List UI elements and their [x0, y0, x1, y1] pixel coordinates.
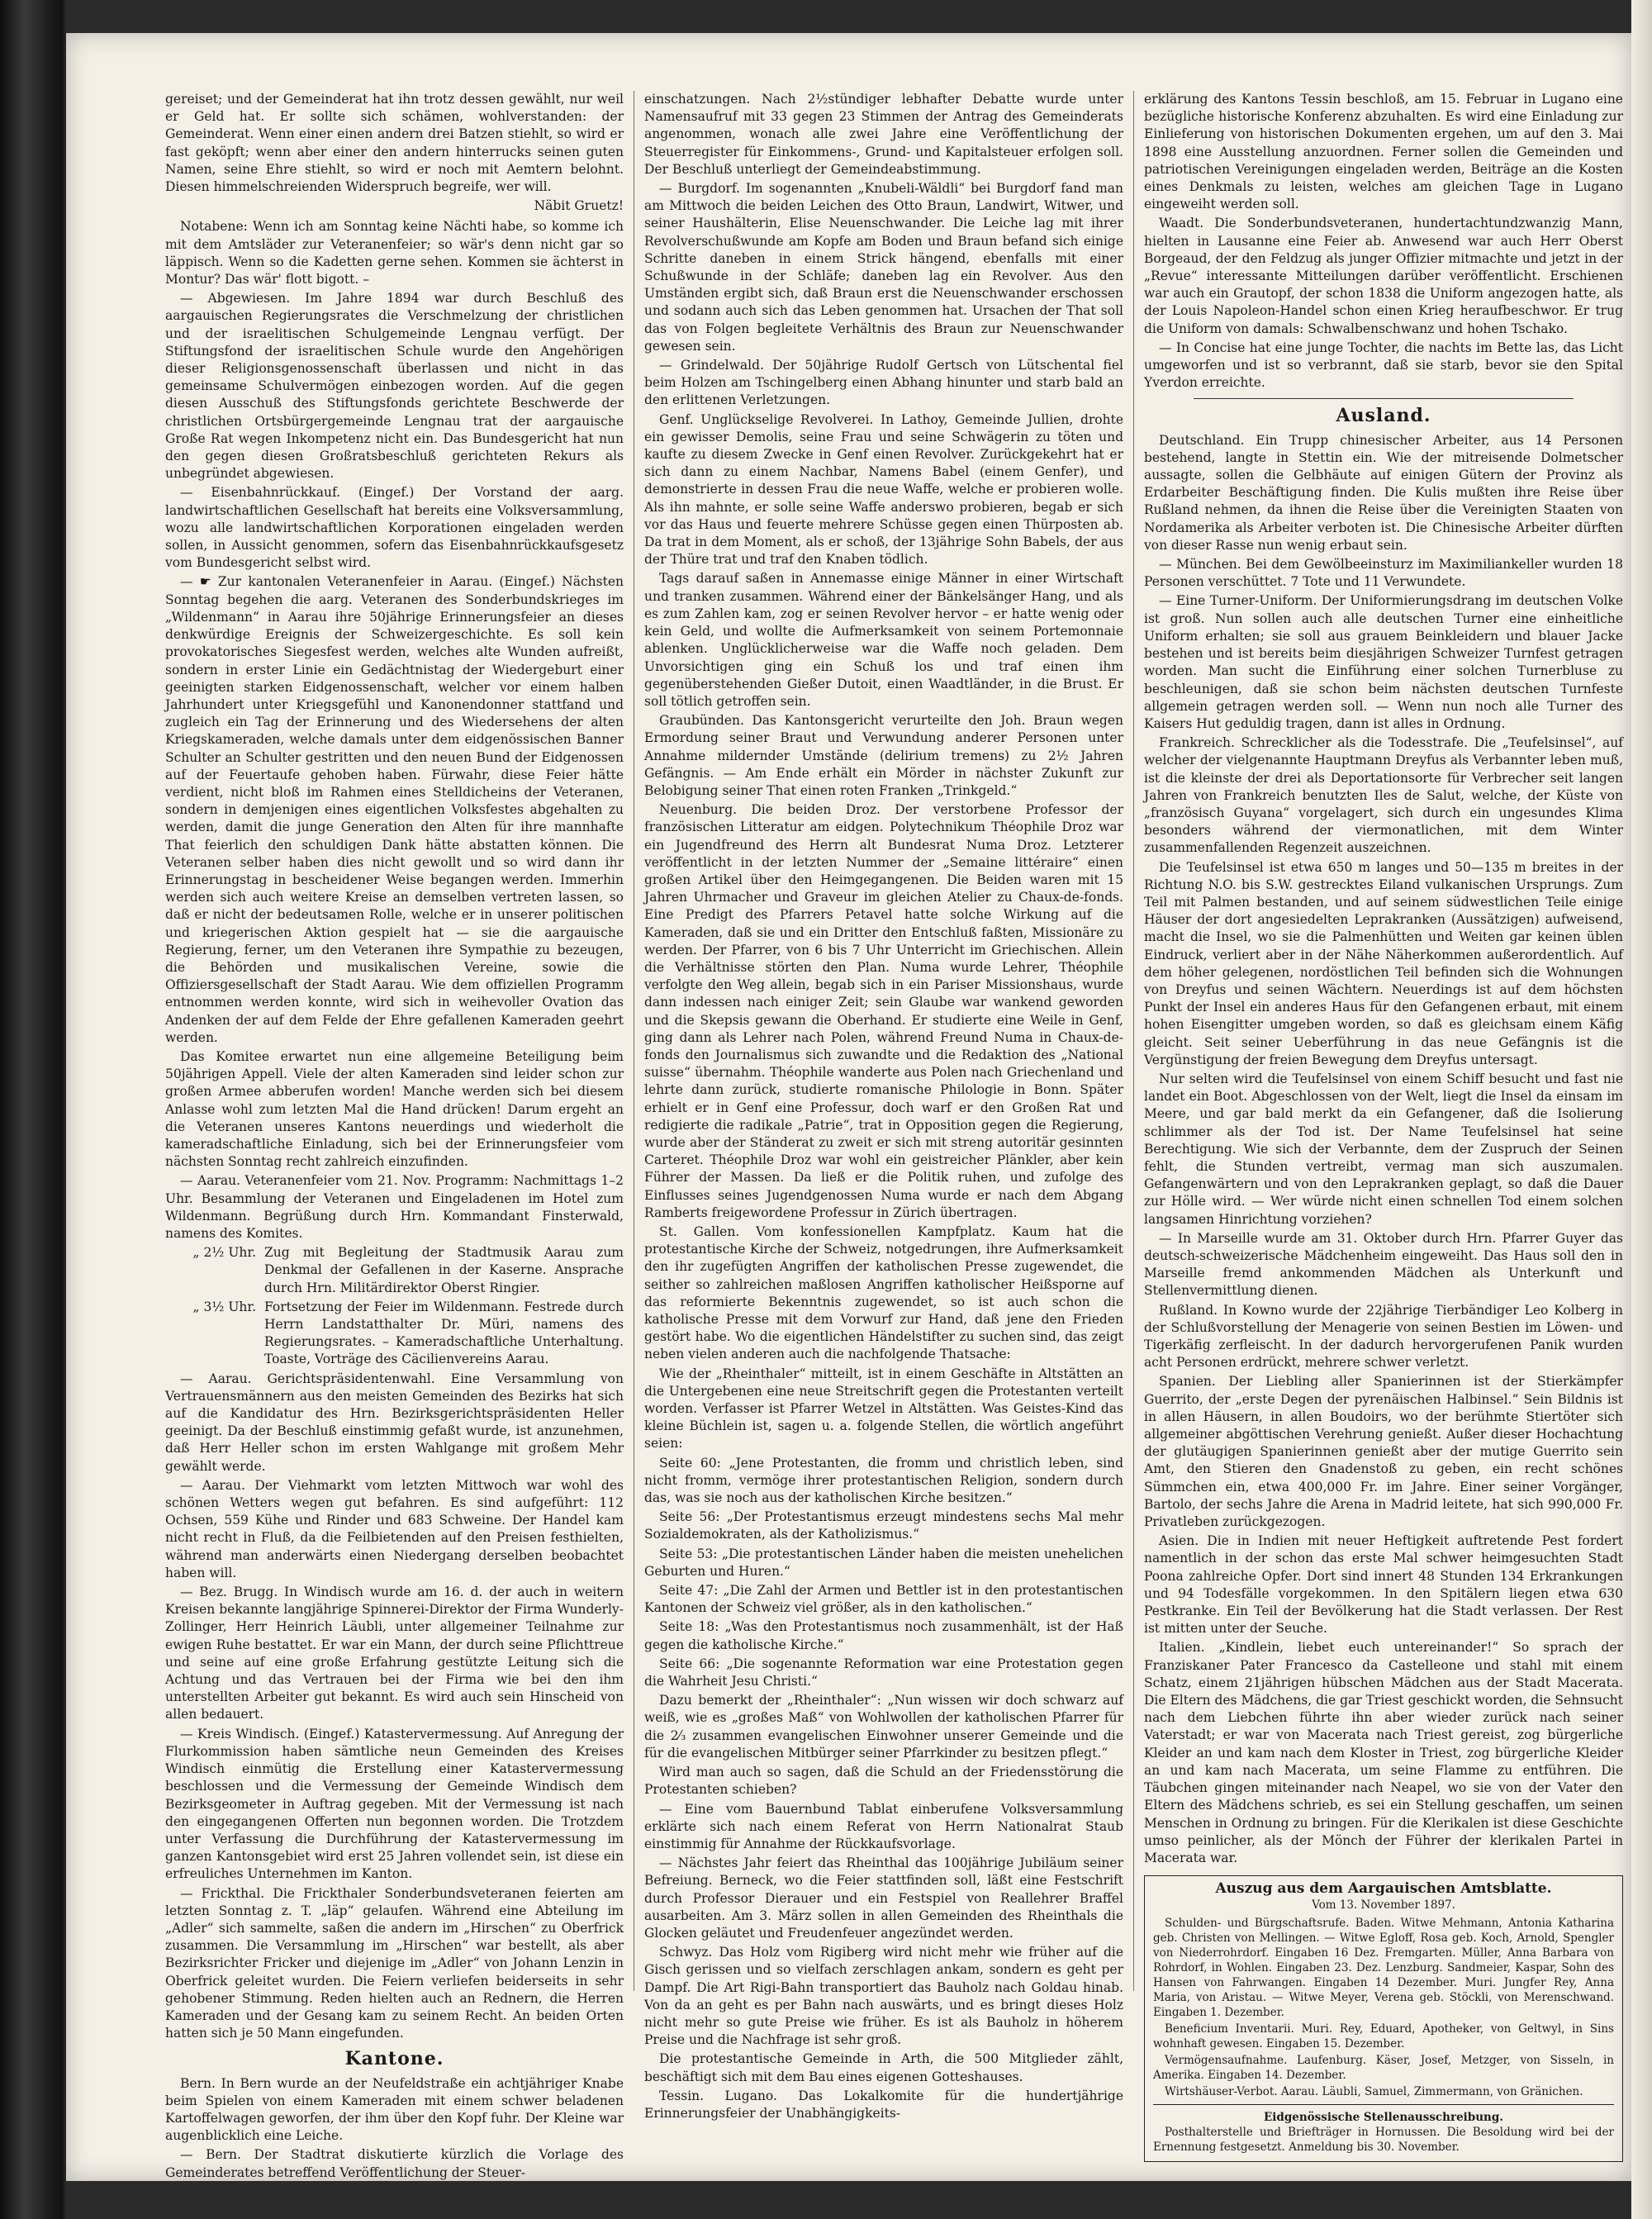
newspaper-sheet	[66, 33, 1631, 2181]
article-paragraph: — Burgdorf. Im sogenannten „Knubeli-Wäldli“ bei Burgdorf fand man am Mittwoch die beiden Leichen des Otto Braun, Landwirt, Witwer, und seiner Haushälterin, Elise Neuenschwander. Die Leiche lag mit ihrer Revolverschußwunde am Kopfe am Boden und Braun befand sich einige Schritte daneben in einem Strick hängend, ebenfalls mit einer Schußwunde in der Schläfe; daneben lag ein Revolver. Aus den Umständen ergibt sich, daß Braun erst die Neuenschwander erschossen und sodann auch sich das Leben genommen hat. Ursachen der That soll das von Folgen begleitete Verhältnis des Braun zur Neuenschwander gewesen sein.	[644, 181, 1123, 354]
article-paragraph: Tags darauf saßen in Annemasse einige Männer in einer Wirtschaft und tranken zusammen. Während einer der Bänkelsänger Hang, und als es zum Zahlen kam, zog er seinen Revolver hervor – er hatte wenig oder kein Geld, und wollte die Aufmerksamkeit von seinem Portemonnaie ablenken. Unglücklicherweise war die Waffe noch geladen. Dem Unvorsichtigen ging ein Schuß los und traf einen ihm gegenüberstehenden Gießer Dutoit, einen Waadtländer, in die Brust. Er soll tötlich getroffen sein.	[644, 571, 1123, 709]
article-paragraph: Die protestantische Gemeinde in Arth, die 500 Mitglieder zählt, beschäftigt sich mit dem Bau eines eigenen Gotteshauses.	[644, 2051, 1123, 2084]
article-paragraph: erklärung des Kantons Tessin beschloß, am 15. Februar in Lugano eine bezügliche historische Konferenz abzuhalten. Es wird eine Einladung zur Einlieferung von historischen Dokumenten ergehen, um auf den 3. Mai 1898 eine Ausstellung anzuordnen. Ferner sollen die Gemeinden und patriotischen Vereinigungen eingeladen werden, Beiträge an die Kosten eines Denkmals zu leisten, welches am gleichen Tage in Lugano eingeweiht werden soll.	[1144, 92, 1623, 212]
article-paragraph: St. Gallen. Vom konfessionellen Kampfplatz. Kaum hat die protestantische Kirche der Schweiz, notgedrungen, ihre Aufmerksamkeit den ihr zugefügten Angriffen der katholischen Presse zugewendet, die seither so zahlreichen maßlosen Angriffen katholischer Heißsporne auf das reformierte Bekenntnis zugewendet, so ist auch schon die katholische Presse mit dem Vorwurf zur Hand, daß jene den Frieden gestört habe. Wo die eigentlichen Händelstifter zu suchen sind, das zeigt neben vielen anderen auch die nachfolgende Thatsache:	[644, 1224, 1123, 1362]
article-paragraph: Waadt. Die Sonderbundsveteranen, hundertachtundzwanzig Mann, hielten in Lausanne eine Feier ab. Anwesend war auch Herr Oberst Borgeaud, der den Feldzug als junger Offizier mitmachte und jetzt in der „Revue“ interessante Mitteilungen darüber veröffentlicht. Erschienen war auch ein Grautopf, der schon 1838 die Uniform angezogen hatte, als der Louis Napoleon-Handel schon einen Krieg heraufbeschwor. Er trug die Uniform von damals: Schwalbenschwanz und hohen Tschako.	[1144, 216, 1623, 336]
article-paragraph: Dazu bemerkt der „Rheinthaler“: „Nun wissen wir doch schwarz auf weiß, wie es „großes Maß“ von Wohlwollen der katholischen Pfarrer für die 2⁄₃ zusammen evangelischen Einwohner unserer Gemeinde und die für die evangelischen Mitbürger seiner Pfarrkinder zu besitzen pflegt.“	[644, 1693, 1123, 1760]
article-paragraph: — Frickthal. Die Frickthaler Sonderbundsveteranen feierten am letzten Sonntag z. T. „läp“ gelaufen. Während eine Abteilung im „Adler“ sich sammelte, saßen die andern im „Hirschen“ zu Oberfrick zusammen. Die Versammlung im „Hirschen“ war bestellt, als aber Bezirksrichter Fricker und diejenige im „Adler“ von Johann Lenzin in Oberfrick geleitet wurden. Die Feiern verliefen beiderseits in sehr gehobener Stimmung. Reden hielten auch an Rednern, die Herren Kameraden und der Gesang kam zu seinem Recht. An beiden Orten hatten sich je 50 Mann eingefunden.	[165, 1885, 624, 2041]
program-entry	[165, 1299, 624, 1369]
article-paragraph: Seite 66: „Die sogenannte Reformation war eine Protestation gegen die Wahrheit Jesu Christi.“	[644, 1656, 1123, 1689]
article-paragraph: Seite 47: „Die Zahl der Armen und Bettler ist in den protestantischen Kantonen der Schweiz viel größer, als in den katholischen.“	[644, 1583, 1123, 1616]
amtsblatt-divider	[1153, 2104, 1614, 2105]
amtsblatt-subheading: Eidgenössische Stellenausschreibung.	[1263, 2111, 1504, 2125]
section-heading: Kantone.	[344, 2048, 444, 2070]
article-paragraph: — Eine Turner-Uniform. Der Uniformierungsdrang im deutschen Volke ist groß. Nun sollen auch alle deutschen Turner eine einheitliche Uniform erhalten; sie soll aus grauem Beinkleidern und blauer Jacke bestehen und ist bereits beim diesjährigen Schweizer Turnfest getragen worden. Man sucht die Einführung einer solchen Turnerbluse zu beschleunigen, daß sie schon beim nächsten deutschen Turnfeste allgemein getragen werden soll. — Wenn nun noch alle Turner des Kaisers Hut geduldig tragen, dann ist alles in Ordnung.	[1144, 593, 1623, 731]
article-paragraph: — Abgewiesen. Im Jahre 1894 war durch Beschluß des aargauischen Regierungsrates die Verschmelzung der christlichen und der israelitischen Schulgemeinde Lengnau verfügt. Der Stiftungsfond der israelitischen Schule wurde den Angehörigen dieser Religionsgenossenschaft überlassen und nicht in das gemeinsame Schulvermögen einbezogen worden. Auf die gegen diesen Ausschuß des Stiftungsfonds gerichtete Beschwerde der christlichen Ortsbürgergemeinde Lengnau trat der aargauische Große Rat wegen Inkompetenz nicht ein. Das Bundesgericht hat nun den gegen diesen Großratsbeschluß gerichteten Rekurs als unbegründet abgewiesen.	[165, 291, 624, 482]
article-paragraph: Graubünden. Das Kantonsgericht verurteilte den Joh. Braun wegen Ermordung seiner Braut und Verwundung anderer Personen unter Annahme mildernder Umstände (delirium tremens) zu 2½ Jahren Gefängnis. — Am Ende erhält ein Mörder in nächster Zukunft zur Belobigung seiner That einen roten Franken „Trinkgeld.“	[644, 713, 1123, 798]
program-time: „ 2½ Uhr.	[192, 1245, 256, 1261]
article-paragraph: — Aarau. Gerichtspräsidentenwahl. Eine Versammlung von Vertrauensmännern aus den meisten Gemeinden des Bezirks hat sich auf die Kandidatur des Hrn. Bezirksgerichtspräsidenten Heller geeinigt. Da der Beschluß einstimmig gefaßt wurde, ist anzunehmen, daß Herr Heller schon im ersten Wahlgange mit großem Mehr gewählt werde.	[165, 1371, 624, 1474]
column-middle	[644, 91, 1123, 2121]
article-paragraph: einschatzungen. Nach 2½stündiger lebhafter Debatte wurde unter Namensaufruf mit 33 gegen 23 Stimmen der Antrag des Gemeinderats angenommen, wonach alle zwei Jahre eine Veröffentlichung der Steuerregister für Einkommens-, Grund- und Kapitalsteuer erfolgen soll. Der Beschluß unterliegt der Gemeindeabstimmung.	[644, 92, 1123, 177]
article-paragraph: Tessin. Lugano. Das Lokalkomite für die hundertjährige Erinnerungsfeier der Unabhängigkeits-	[644, 2088, 1123, 2121]
article-paragraph: Neuenburg. Die beiden Droz. Der verstorbene Professor der französischen Litteratur am eidgen. Polytechnikum Théophile Droz war ein Jugendfreund des Herrn alt Bundesrat Numa Droz. Letzterer veröffentlicht in der letzten Nummer der „Semaine littéraire“ einen großen Artikel über den Heimgegangenen. Die Beiden waren mit 15 Jahren Uhrmacher und Graveur im gleichen Atelier zu Chaux-de-fonds. Eine Predigt des Pfarrers Petavel hatte solche Wirkung auf die Kameraden, daß sie und ein Dritter den Entschluß faßten, Missionäre zu werden. Der Pfarrer, von 6 bis 7 Uhr Unterricht im Griechischen. Allein die Verhältnisse störten den Plan. Numa wurde Lehrer, Théophile verfolgte den Weg allein, begab sich in ein Pariser Missionshaus, wurde dann indessen nach einiger Zeit; sein Glaube war wankend geworden und die Skepsis gewann die Oberhand. Er studierte eine Weile in Genf, ging dann als Lehrer nach Polen, während Freund Numa in Chaux-de-fonds den Journalismus sich zuwandte und die Redaktion des „National suisse“ übernahm. Théophile wanderte aus Polen nach Griechenland und lehrte dann zurück, studierte romanische Philologie in Bonn. Später erhielt er in Genf eine Professur, doch warf er den Großen Rat und redigierte die radikale „Patrie“, trat in Opposition gegen die Regierung, wurde aber der Ständerat zu zweit er sich mit streng autoritär gesinnten Carteret. Théophile Droz war wohl ein geistreicher Plänkler, aber kein Führer der Massen. Da ließ er die Politik ruhen, und zufolge des Einflusses seines Jugendgenossen Numa wurde er nach dem Abgang Ramberts freigewordene Professur in Zürich übertragen.	[644, 802, 1123, 1220]
article-paragraph: Asien. Die in Indien mit neuer Heftigkeit auftretende Pest fordert namentlich in der schon das erste Mal schwer heimgesuchten Stadt Poona zahlreiche Opfer. Dort sind innert 48 Stunden 134 Erkrankungen und 94 Todesfälle vorgekommen. In den Spitälern liegen etwa 630 Pestkranke. Ein Teil der Bevölkerung hat die Stadt verlassen. Der Rest ist mitten unter der Seuche.	[1144, 1533, 1623, 1637]
section-rule	[1194, 398, 1574, 399]
article-paragraph: — München. Bei dem Gewölbeeinsturz im Maximiliankeller wurden 18 Personen verschüttet. 7 Tote und 11 Verwundete.	[1144, 557, 1623, 590]
article-paragraph: — In Concise hat eine junge Tochter, die nachts im Bette las, das Licht umgeworfen und ist so verbrannt, daß sie starb, bevor sie den Spital Yverdon erreichte.	[1144, 340, 1623, 391]
amtsblatt-entry: Wirtshäuser-Verbot. Aarau. Läubli, Samuel, Zimmermann, von Gränichen.	[1165, 2085, 1583, 2099]
section-heading: Ausland.	[1336, 405, 1431, 427]
article-paragraph: — Kreis Windisch. (Eingef.) Katastervermessung. Auf Anregung der Flurkommission haben sämtliche neun Gemeinden des Kreises Windisch einmütig die Erstellung einer Katastervermessung beschlossen und die Vermessung der Gemeinde Windisch dem Bezirksgeometer in Auftrag gegeben. Mit der Vermessung ist nach den eingegangenen Offerten nun begonnen worden. Die Trotzdem unter Verfassung die Durchführung der Katastervermessung im ganzen Kantonsgebiet wird erst 25 Jahren vollendet sein, ist diese ein erfreuliches Unternehmen im Kanton.	[165, 1726, 624, 1882]
signature: Näbit Gruetz!	[534, 198, 624, 214]
program-entry	[165, 1244, 624, 1297]
article-paragraph: Bern. In Bern wurde an der Neufeldstraße ein achtjähriger Knabe beim Spielen von einem Kameraden mit einem schwer beladenen Kartoffelwagen geworfen, der ihm über den Kopf fuhr. Der Kleine war augenblicklich eine Leiche.	[165, 2075, 624, 2144]
program-description: Zug mit Begleitung der Stadtmusik Aarau zum Denkmal der Gefallenen in der Kaserne. Ansprache durch Hrn. Militärdirektor Oberst Ringier.	[264, 1245, 624, 1295]
article-paragraph: — ☛ Zur kantonalen Veteranenfeier in Aarau. (Eingef.) Nächsten Sonntag begehen die aarg. Veteranen des Sonderbundskrieges im „Wildenmann“ in Aarau ihre 50jährige Erinnerungsfeier an dieses denkwürdige Ereignis der Schweizergeschichte. Es soll kein provokatorisches Siegesfest werden, welches alte Wunden aufreißt, sondern in erster Linie ein Gedächtnistag der Wiedergeburt einer geeinigten starken Eidgenossenschaft, welcher vor einem halben Jahrhundert unter Kriegsgefühl und Kanonendonner stattfand und zugleich ein Tag der Erinnerung und des Wiedersehens der alten Kriegskameraden, welche damals unter dem eidgenössischen Banner Schulter an Schulter gestritten und den neuen Bund der Eidgenossen auf der Feuertaufe gehoben haben. Fürwahr, diese Feier hätte verdient, nicht bloß im Rahmen eines Stelldicheins der Veteranen, sondern in demjenigen eines eigentlichen Volksfestes abgehalten zu werden, damit die junge Generation den Alten für ihre mannhafte That feierlich den schuldigen Dank hätte abstatten können. Die Veteranen selber haben dies nicht gewollt und so wird dann ihr Erinnerungstag in bescheidener Weise begangen werden. Immerhin werden sich auch weitere Kreise an demselben vertreten lassen, so daß er nicht der bedeutsamen Rolle, welche er in unserer politischen und kriegerischen Aktion gespielt hat — sie die aargauische Regierung, ferner, um den Veteranen ihre Sympathie zu bezeugen, die Behörden und musikalischen Vereine, sowie die Offiziersgesellschaft der Stadt Aarau. Wie dem offiziellen Programm entnommen werden konnte, wird sich in weihevoller Ovation das Andenken der auf dem Felde der Ehre gefallenen Kameraden geehrt werden.	[165, 574, 624, 1045]
amtsblatt-date: Vom 13. November 1897.	[1312, 1898, 1455, 1913]
amtsblatt-subtext: Posthalterstelle und Briefträger in Hornussen. Die Besoldung wird bei der Ernennung festgesetzt. Anmeldung bis 30. November.	[1153, 2126, 1614, 2155]
amtsblatt-title: Auszug aus dem Aargauischen Amtsblatte.	[1215, 1880, 1552, 1898]
article-paragraph: Notabene: Wenn ich am Sonntag keine Nächti habe, so komme ich mit dem Amtsläder zur Veteranenfeier; so wär's denn nicht gar so läppisch. Wenn so die Kadetten gerne sehen. Kommen sie ächterst in Montur? Das wär' flott bigott. –	[165, 219, 624, 287]
column-divider	[1133, 91, 1134, 1991]
amtsblatt-entry: Schulden- und Bürgschaftsrufe. Baden. Witwe Mehmann, Antonia Katharina geb. Christen von Mellingen. — Witwe Egloff, Rosa geb. Koch, Arnold, Spengler von Niederrohrdorf. Eingaben 16 Dez. Fremgarten. Müller, Anna Barbara von Rohrdorf, in Wohlen. Eingaben 23. Dez. Lenzburg. Sandmeier, Kaspar, Sohn des Hansen von Fahrwangen. Eingaben 14 Dezember. Muri. Jungfer Rey, Anna Maria, von Aristau. — Witwe Meyer, Verena geb. Stöckli, von Merenschwand. Eingaben 1. Dezember.	[1153, 1917, 1614, 2020]
article-paragraph: — Nächstes Jahr feiert das Rheinthal das 100jährige Jubiläum seiner Befreiung. Berneck, wo die Feier stattfinden soll, läßt eine Festschrift durch Professor Dierauer und ein Festspiel von Reallehrer Braffel ausarbeiten. Am 3. März sollen in allen Gemeinden des Rheinthals die Glocken geläutet und Freudenfeuer angezündet werden.	[644, 1856, 1123, 1941]
article-paragraph: Rußland. In Kowno wurde der 22jährige Tierbändiger Leo Kolberg in der Schlußvorstellung der Menagerie von seinen Bestien im Löwen- und Tigerkäfig zerfleischt. In der dadurch hervorgerufenen Panik wurden acht Personen erdrückt, mehrere schwer verletzt.	[1144, 1302, 1623, 1371]
page-edge	[1631, 0, 1652, 2219]
article-paragraph: — Grindelwald. Der 50jährige Rudolf Gertsch von Lütschental fiel beim Holzen am Tschingelberg einen Abhang hinunter und starb bald an den erlittenen Verletzungen.	[644, 358, 1123, 408]
column-left	[165, 91, 624, 2180]
article-paragraph: Deutschland. Ein Trupp chinesischer Arbeiter, aus 14 Personen bestehend, langte in Stettin ein. Wie der mitreisende Dolmetscher aussagte, sollen die Gelbhäute auf einigen Gütern der Provinz als Erdarbeiter Beschäftigung finden. Die Kulis mußten ihre Reise über Rußland nehmen, da ihnen die Reise über die Vereinigten Staaten von Nordamerika als Arbeiter verboten ist. Die Chinesische Arbeiter dürften von dieser Rasse nun wenig erbaut sein.	[1144, 432, 1623, 553]
program-description: Fortsetzung der Feier im Wildenmann. Festrede durch Herrn Landstatthalter Dr. Müri, namens des Regierungsrates. – Kameradschaftliche Unterhaltung. Toaste, Vorträge des Cäcilienvereins Aarau.	[264, 1299, 624, 1367]
article-paragraph: Wird man auch so sagen, daß die Schuld an der Friedensstörung die Protestanten schieben?	[644, 1765, 1123, 1798]
amtsblatt-entries	[1153, 1916, 1614, 2099]
column-right-articles	[1144, 91, 1623, 1867]
article-paragraph: Seite 18: „Was den Protestantismus noch zusammenhält, ist der Haß gegen die katholische Kirche.“	[644, 1619, 1123, 1652]
amtsblatt-entry: Beneficium Inventarii. Muri. Rey, Eduard, Apotheker, von Geltwyl, in Sins wohnhaft gewesen. Eingaben 15. Dezember.	[1153, 2022, 1614, 2051]
amtsblatt-entry: Vermögensaufnahme. Laufenburg. Käser, Josef, Metzger, von Sisseln, in Amerika. Eingaben 14. Dezember.	[1153, 2054, 1614, 2083]
amtsblatt-box	[1144, 1875, 1623, 2162]
article-paragraph: — In Marseille wurde am 31. Oktober durch Hrn. Pfarrer Guyer das deutsch-schweizerische Mädchenheim eingeweiht. Das Haus soll den in Marseille fremd ankommenden Mädchen als Unterkunft und Stellenvermittlung dienen.	[1144, 1230, 1623, 1299]
article-paragraph: Seite 56: „Der Protestantismus erzeugt mindestens sechs Mal mehr Sozialdemokraten, als der Katholizismus.“	[644, 1509, 1123, 1542]
article-paragraph: — Bez. Brugg. In Windisch wurde am 16. d. der auch in weitern Kreisen bekannte langjährige Spinnerei-Direktor der Firma Wunderly-Zollinger, Herr Heinrich Läubli, unter allgemeiner Teilnahme zur ewigen Ruhe bestattet. Er war ein Mann, der durch seine Pflichttreue und seine auf eine große Erfahrung gestützte Leitung sich die Achtung und das Vertrauen bei der Firma wie bei den ihm unterstellten Arbeiter gut bekannt. Es wird auch sein Hinscheid von allen bedauert.	[165, 1585, 624, 1722]
article-paragraph: Genf. Unglückselige Revolverei. In Lathoy, Gemeinde Jullien, drohte ein gewisser Demolis, seine Frau und seine Schwägerin zu töten und kaufte zu diesem Zwecke in Genf einen Revolver. Zurückgekehrt hat er sich dann zu einem Nachbar, Namens Babel (einem Genfer), und demonstrierte in dessen Frau die neue Waffe, welche er probieren wolle. Als ihn mahnte, er solle seine Waffe anderswo probieren, begab er sich vor das Haus und feuerte mehrere Schüsse gegen einen Thürposten ab. Da trat in dem Moment, als er schoß, der 13jährige Sohn Babels, der aus der Thüre trat und traf den Knaben tödlich.	[644, 411, 1123, 568]
article-paragraph: — Eisenbahnrückkauf. (Eingef.) Der Vorstand der aarg. landwirtschaftlichen Gesellschaft hat bereits eine Volksversammlung, wozu alle landwirtschaftlichen Korporationen eingeladen werden sollen, in Aussicht genommen, sofern das Eisenbahnrückkaufsgesetz vom Bundesgericht selbst wird.	[165, 485, 624, 571]
article-paragraph: — Aarau. Veteranenfeier vom 21. Nov. Programm: Nachmittags 1–2 Uhr. Besammlung der Veteranen und Eingeladenen im Hotel zum Wildenmann. Begrüßung durch Hrn. Kommandant Finsterwald, namens des Komites.	[165, 1173, 624, 1241]
article-paragraph: Schwyz. Das Holz vom Rigiberg wird nicht mehr wie früher auf die Gisch gerissen und so vielfach zerschlagen ankam, sondern es geht per Dampf. Die Art Rigi-Bahn transportiert das Bauholz nach Goldau hinab. Von da an geht es per Bahn nach auswärts, und es bringt dieses Holz nicht mehr so gute Preise wie früher. Es ist als Bauholz in höherem Preise und die Nachfrage ist sehr groß.	[644, 1945, 1123, 2048]
article-paragraph: Seite 60: „Jene Protestanten, die fromm und christlich leben, sind nicht fromm, vermöge ihrer protestantischen Religion, sondern durch das, was sie noch aus der katholischen Kirche besitzen.“	[644, 1455, 1123, 1506]
program-time: „ 3½ Uhr.	[192, 1299, 256, 1314]
article-paragraph: — Aarau. Der Viehmarkt vom letzten Mittwoch war wohl des schönen Wetters wegen gut befahren. Es sind aufgeführt: 112 Ochsen, 559 Kühe und Rinder und 683 Schweine. Der Handel kam nicht recht in Fluß, da die Feilbietenden auf den Preisen festhielten, während man anderwärts einen Niedergang derselben beobachtet haben will.	[165, 1477, 624, 1580]
article-paragraph: Spanien. Der Liebling aller Spanierinnen ist der Stierkämpfer Guerrito, der „erste Degen der pyrenäischen Halbinsel.“ Sein Bildnis ist in allen Häusern, in allen Boudoirs, wo der berühmte Stiertöter sich allgemeiner abgöttischen Verehrung genießt. Außer dieser Hochachtung der glutäugigen Spanierinnen genießt aber der mutige Guerrito sein Amt, den Stieren den Gnadenstoß zu geben, ein recht schönes Sümmchen ein, etwa 400,000 Fr. im Jahre. Einer seiner Vorgänger, Bartolo, der sechs Jahre die Arena in Madrid leitete, hat sich 990,000 Fr. Privatleben zurückgezogen.	[1144, 1374, 1623, 1530]
article-paragraph: Italien. „Kindlein, liebet euch untereinander!“ So sprach der Franziskaner Pater Francesco da Castelleone und stahl mit einem Schatz, einem 21jährigen hübschen Mädchen aus der Stadt Macerata. Die Eltern des Mädchens, die gar Triest geschickt worden, die Sehnsucht nach dem Liebchen führte ihn aber wieder zurück nach seiner Vaterstadt; er war von Macerata nach Triest gereist, zog bürgerliche Kleider an und kam nach dem Kloster in Triest, zog bürgerliche Kleider an und kam nach Macerata, um seine Flamme zu entführen. Die Täubchen gingen miteinander nach Neapel, wo sie von der Vater den Eltern des Mädchens schrieb, es sei ein Stellung geschaffen, um seinen Menschen in Ordnung zu bringen. Für die Klerikalen ist diese Geschichte umso peinlicher, als der Mönch der Führer der klerikalen Partei in Macerata war.	[1144, 1640, 1623, 1865]
article-paragraph: — Bern. Der Stadtrat diskutierte kürzlich die Vorlage des Gemeinderates betreffend Veröffentlichung der Steuer-	[165, 2147, 624, 2180]
column-right	[1144, 91, 1623, 2155]
article-paragraph: Wie der „Rheinthaler“ mitteilt, ist in einem Geschäfte in Altstätten an die Untergebenen eine neue Streitschrift gegen die Protestanten verteilt worden. Verfasser ist Pfarrer Wetzel in Altstätten. Was Geistes-Kind das kleine Büchlein ist, sagen u. a. folgende Stellen, die wörtlich angeführt seien:	[644, 1366, 1123, 1452]
article-paragraph: Nur selten wird die Teufelsinsel von einem Schiff besucht und fast nie landet ein Boot. Abgeschlossen von der Welt, liegt die Insel da einsam im Meere, und gar bald merkt da ein Gefangener, daß die Isolierung schlimmer als der Tod ist. Der Name Teufelsinsel hat seine Berechtigung. Wie sich der Verbannte, dem der Zuspruch der Seinen fehlt, die Stunden vertreibt, vermag man sich auszumalen. Gefangenwärtern und von den Leprakranken geplagt, so daß die Dauer zur Hölle wird. — Wer würde nicht einen schnellen Tod einem solchen langsamen Hinrichtung vorziehen?	[1144, 1071, 1623, 1227]
article-paragraph: — Eine vom Bauernbund Tablat einberufene Volksversammlung erklärte sich nach einem Referat von Herrn Nationalrat Staub einstimmig für Annahme der Rückkaufsvorlage.	[644, 1801, 1123, 1851]
article-paragraph: Seite 53: „Die protestantischen Länder haben die meisten unehelichen Geburten und Huren.“	[644, 1546, 1123, 1579]
article-paragraph: gereiset; und der Gemeinderat hat ihn trotz dessen gewählt, nur weil er Geld hat. Er sollte sich schämen, wohlverstanden: der Gemeinderat. Wenn einer einen andern drei Batzen stiehlt, so wird er fast geköpft; wenn aber einer den andern hinterrucks seinen guten Namen, seine Ehre stiehlt, so wird er noch mit Aemtern belohnt. Diesen himmelschreienden Widerspruch begreife, wer will.	[165, 92, 624, 195]
article-paragraph: Frankreich. Schrecklicher als die Todesstrafe. Die „Teufelsinsel“, auf welcher der vielgenannte Hauptmann Dreyfus als Verbannter leben muß, ist die kleinste der drei als Deportationsorte für Verbrecher seit langen Jahren von Frankreich benutzten Iles de Salut, welche, der Küste von „französisch Guyana“ vorgelagert, sich durch ein ungesundes Klima besonders während der viermonatlichen, mit dem Winter zusammenfallenden Regenzeit auszeichnen.	[1144, 735, 1623, 856]
article-paragraph: Das Komitee erwartet nun eine allgemeine Beteiligung beim 50jährigen Appell. Viele der alten Kameraden sind leider schon zur großen Armee abberufen worden! Manche werden sich bei diesem Anlasse wohl zum letzten Mal die Hand drücken! Darum ergeht an die Veteranen unseres Kantons neuerdings und wiederholt die kameradschaftliche Einladung, sich bei der Erinnerungsfeier vom nächsten Sonntag recht zahlreich einzufinden.	[165, 1048, 624, 1170]
article-paragraph: Die Teufelsinsel ist etwa 650 m langes und 50—135 m breites in der Richtung N.O. bis S.W. gestrecktes Eiland vulkanischen Ursprungs. Zum Teil mit Palmen bestanden, und auf seinem südwestlichen Teile einige Häuser der dort angesiedelten Leprakranken (Aussätzigen) aufweisend, macht die Insel, wo sie die Palmenhütten und Weiten gar keinen üblen Eindruck, verliert aber in der Nähe Näherkommen außerordentlich. Auf dem höher gelegenen, nordöstlichen Teil befinden sich die Wohnungen von Dreyfus und seinen Wächtern. Neuerdings ist auf dem höchsten Punkt der Insel ein anderes Haus für den Gefangenen erbaut, mit einem hohen Eisengitter umgeben worden, so daß es gleichsam einem Käfig gleicht. Seit seiner Ueberführung in das neue Gefängnis ist die Vergünstigung der freien Bewegung dem Dreyfus untersagt.	[1144, 859, 1623, 1067]
